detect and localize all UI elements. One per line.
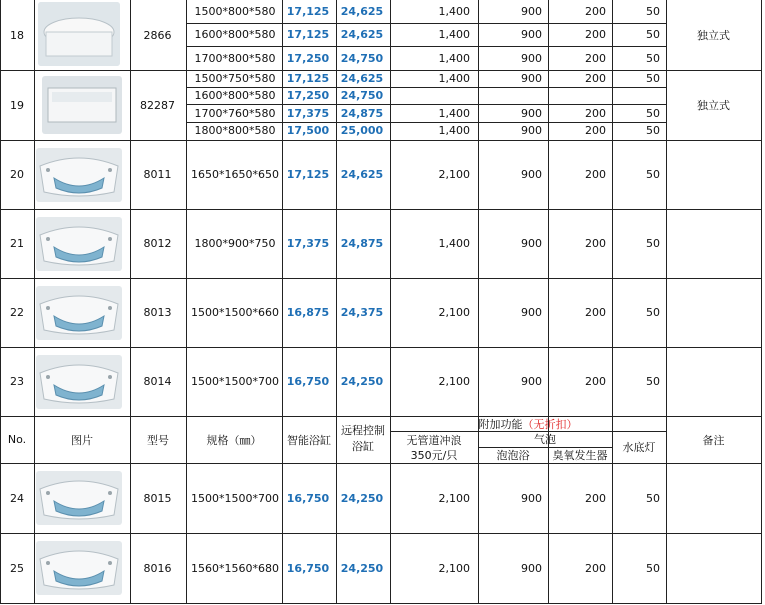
bubble-price: 900	[521, 237, 542, 250]
header-no: No.	[7, 433, 27, 446]
grid-line	[761, 0, 762, 604]
spec: 1650*1650*650	[191, 168, 279, 181]
smart-price: 17,375	[286, 237, 330, 250]
table-row	[0, 533, 765, 603]
grid-line	[186, 0, 187, 604]
flush-price: 1,400	[438, 124, 470, 137]
model-number: 8013	[143, 306, 172, 319]
spec: 1600*800*580	[194, 89, 276, 102]
table-row	[0, 463, 765, 533]
grid-line	[0, 209, 762, 210]
remote-price: 24,250	[340, 561, 384, 575]
header-note: 备注	[702, 433, 725, 447]
header-bubble: 气泡	[534, 433, 556, 446]
remote-price: 24,250	[340, 375, 384, 388]
table-row	[0, 70, 765, 140]
grid-line	[0, 0, 1, 604]
flush-price: 1,400	[438, 237, 470, 250]
flush-price: 1,400	[438, 107, 470, 120]
bubble-price: 900	[521, 5, 542, 18]
light-price: 50	[646, 306, 660, 319]
grid-line	[478, 0, 479, 604]
light-price: 50	[646, 124, 660, 137]
ozone-price: 200	[585, 491, 606, 505]
ozone-price: 200	[585, 306, 606, 319]
header-light: 水底灯	[622, 441, 656, 454]
bubble-price: 900	[521, 306, 542, 319]
smart-price: 17,125	[286, 168, 330, 181]
light-price: 50	[646, 237, 660, 250]
note: 独立式	[697, 29, 730, 42]
spec: 1500*750*580	[194, 72, 276, 85]
grid-line	[0, 463, 762, 464]
light-price: 50	[646, 375, 660, 388]
grid-line	[0, 347, 762, 348]
grid-line	[186, 46, 666, 47]
grid-line	[0, 278, 762, 279]
header-smart-tub: 智能浴缸	[287, 433, 331, 447]
flush-price: 2,100	[438, 375, 470, 388]
light-price: 50	[646, 72, 660, 85]
spec: 1560*1560*680	[191, 561, 279, 575]
bubble-price: 900	[521, 51, 542, 65]
grid-line	[0, 603, 762, 604]
spec: 1800*800*580	[194, 124, 276, 137]
grid-line	[186, 104, 666, 105]
light-price: 50	[646, 491, 660, 505]
bubble-price: 900	[521, 491, 542, 505]
bubble-price: 900	[521, 168, 542, 181]
grid-line	[336, 0, 337, 604]
product-photo	[42, 76, 122, 134]
remote-price: 24,625	[340, 5, 384, 18]
ozone-price: 200	[585, 168, 606, 181]
light-price: 50	[646, 561, 660, 575]
remote-price: 24,625	[340, 28, 384, 41]
ozone-price: 200	[585, 124, 606, 137]
smart-price: 16,750	[286, 561, 330, 575]
note: 独立式	[697, 99, 730, 112]
grid-line	[0, 416, 762, 417]
table-row	[0, 347, 765, 416]
header-bubble-bath: 泡泡浴	[496, 449, 530, 462]
row-no: 18	[10, 28, 24, 42]
row-no: 25	[10, 561, 24, 575]
grid-line	[666, 0, 667, 604]
remote-price: 25,000	[340, 124, 384, 137]
spec: 1500*800*580	[194, 5, 276, 18]
model-number: 8011	[143, 168, 172, 181]
model-number: 2866	[143, 28, 172, 42]
smart-price: 17,125	[286, 5, 330, 18]
remote-price: 24,250	[340, 491, 384, 505]
grid-line	[390, 431, 666, 432]
grid-line	[186, 23, 666, 24]
light-price: 50	[646, 5, 660, 18]
table-row	[0, 0, 765, 70]
grid-line	[0, 533, 762, 534]
spec: 1800*900*750	[194, 237, 276, 250]
light-price: 50	[646, 168, 660, 181]
bubble-price: 900	[521, 561, 542, 575]
product-photo	[36, 286, 122, 340]
spec: 1500*1500*700	[191, 491, 279, 505]
ozone-price: 200	[585, 51, 606, 65]
product-photo	[38, 2, 120, 66]
remote-price: 24,750	[340, 89, 384, 102]
bubble-price: 900	[521, 28, 542, 41]
grid-line	[390, 0, 391, 604]
table-row	[0, 278, 765, 347]
flush-price: 1,400	[438, 5, 470, 18]
header-flush-line1: 无管道冲浪	[406, 433, 462, 447]
header-ozone: 臭氧发生器	[552, 449, 608, 462]
spec: 1700*800*580	[194, 51, 276, 65]
ozone-price: 200	[585, 5, 606, 18]
header-remote-line2: 浴缸	[352, 440, 374, 453]
header-addon	[390, 416, 666, 431]
remote-price: 24,625	[340, 72, 384, 85]
grid-line	[282, 0, 283, 604]
product-photo	[36, 471, 122, 525]
header-addon-label: 附加功能	[478, 417, 523, 431]
header-remote-line1: 远程控制	[341, 424, 385, 437]
model-number: 8014	[143, 375, 172, 388]
flush-price: 1,400	[438, 72, 470, 85]
flush-price: 1,400	[438, 51, 470, 65]
grid-line	[0, 70, 762, 71]
smart-price: 16,875	[286, 306, 330, 319]
bubble-price: 900	[521, 107, 542, 120]
bubble-price: 900	[521, 72, 542, 85]
ozone-price: 200	[585, 237, 606, 250]
spec: 1500*1500*700	[191, 375, 279, 388]
ozone-price: 200	[585, 375, 606, 388]
grid-line	[0, 140, 762, 141]
header-flush-line2: 350元/只	[410, 449, 458, 462]
spec: 1500*1500*660	[191, 306, 279, 319]
flush-price: 2,100	[438, 491, 470, 505]
flush-price: 1,400	[438, 28, 470, 41]
model-number: 82287	[140, 98, 175, 112]
ozone-price: 200	[585, 107, 606, 120]
grid-line	[478, 447, 612, 448]
remote-price: 24,875	[340, 107, 384, 120]
light-price: 50	[646, 51, 660, 65]
flush-price: 2,100	[438, 561, 470, 575]
smart-price: 17,125	[286, 28, 330, 41]
ozone-price: 200	[585, 28, 606, 41]
smart-price: 16,750	[286, 491, 330, 505]
spec: 1700*760*580	[194, 107, 276, 120]
grid-line	[548, 0, 549, 604]
model-number: 8015	[143, 491, 172, 505]
header-spec: 规格（㎜）	[206, 433, 262, 447]
product-photo	[36, 148, 122, 202]
smart-price: 17,250	[286, 89, 330, 102]
model-number: 8016	[143, 561, 172, 575]
product-photo	[36, 541, 122, 595]
table-row	[0, 140, 765, 209]
header-model: 型号	[147, 433, 169, 447]
smart-price: 16,750	[286, 375, 330, 388]
row-no: 23	[10, 375, 24, 388]
light-price: 50	[646, 107, 660, 120]
table-header	[0, 416, 765, 463]
row-no: 22	[10, 306, 24, 319]
smart-price: 17,500	[286, 124, 330, 137]
ozone-price: 200	[585, 72, 606, 85]
model-number: 8012	[143, 237, 172, 250]
table-row	[0, 209, 765, 278]
remote-price: 24,875	[340, 237, 384, 250]
product-photo	[36, 355, 122, 409]
header-addon-discount: （无折扣）	[522, 417, 578, 431]
flush-price: 2,100	[438, 168, 470, 181]
smart-price: 17,250	[286, 51, 330, 65]
smart-price: 17,125	[286, 72, 330, 85]
flush-price: 2,100	[438, 306, 470, 319]
bubble-price: 900	[521, 124, 542, 137]
remote-price: 24,375	[340, 306, 384, 319]
header-picture: 图片	[71, 433, 93, 447]
row-no: 19	[10, 98, 24, 112]
remote-price: 24,625	[340, 168, 384, 181]
grid-line	[186, 87, 666, 88]
product-photo	[36, 217, 122, 271]
grid-line	[130, 0, 131, 604]
grid-line	[186, 122, 666, 123]
ozone-price: 200	[585, 561, 606, 575]
row-no: 24	[10, 491, 24, 505]
bubble-price: 900	[521, 375, 542, 388]
spec: 1600*800*580	[194, 28, 276, 41]
grid-line	[612, 0, 613, 604]
row-no: 21	[10, 237, 24, 250]
light-price: 50	[646, 28, 660, 41]
row-no: 20	[10, 168, 24, 181]
remote-price: 24,750	[340, 51, 384, 65]
smart-price: 17,375	[286, 107, 330, 120]
grid-line	[34, 0, 35, 604]
